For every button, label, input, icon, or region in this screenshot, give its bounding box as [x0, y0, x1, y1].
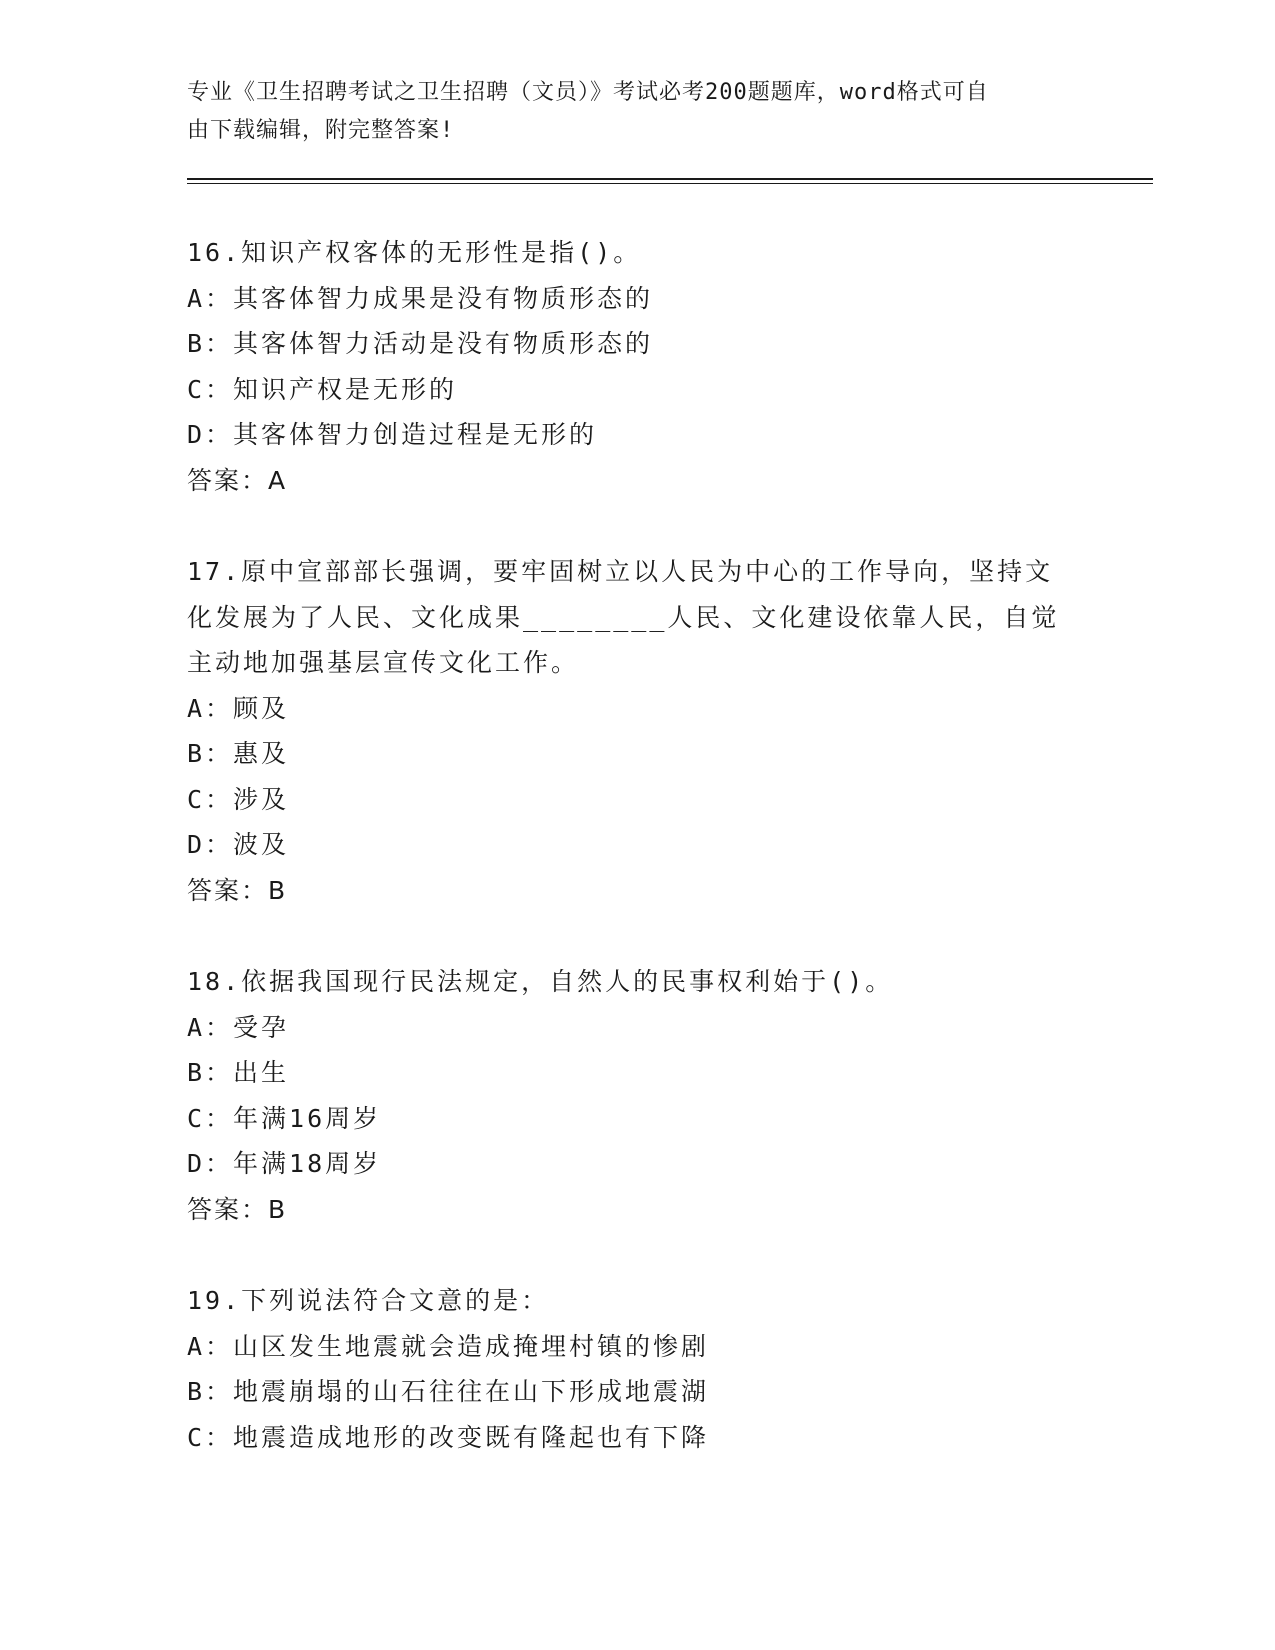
answer-option: B：出生	[187, 1058, 290, 1087]
answer-option: C：知识产权是无形的	[187, 374, 458, 404]
answer-key: 答案：B	[187, 1194, 288, 1224]
header-rule-thick	[187, 178, 1153, 180]
answer-option: B：其客体智力活动是没有物质形态的	[187, 329, 654, 358]
question-stem-line: 18.依据我国现行民法规定，自然人的民事权利始于()。	[187, 967, 894, 996]
question-block	[187, 959, 1087, 1232]
answer-option: D：其客体智力创造过程是无形的	[187, 420, 598, 449]
question-stem-line: 化发展为了人民、文化成果________人民、文化建设依靠人民，自觉	[187, 602, 1060, 632]
answer-option: D：波及	[187, 830, 290, 859]
header-rule-thin	[187, 183, 1153, 184]
answer-key: 答案：B	[187, 875, 288, 905]
answer-option: A：其客体智力成果是没有物质形态的	[187, 283, 654, 313]
answer-option: C：涉及	[187, 784, 290, 814]
question-stem-line: 19.下列说法符合文意的是：	[187, 1286, 550, 1315]
answer-option: A：受孕	[187, 1012, 290, 1042]
answer-option: A：山区发生地震就会造成掩埋村镇的惨剧	[187, 1331, 710, 1361]
header-line-2: 由下载编辑，附完整答案!	[187, 118, 455, 143]
answer-option: C：地震造成地形的改变既有隆起也有下降	[187, 1422, 710, 1452]
question-block	[187, 549, 1087, 913]
answer-option: B：惠及	[187, 739, 290, 768]
question-block	[187, 1278, 1087, 1460]
question-block	[187, 230, 1087, 503]
answer-option: D：年满18周岁	[187, 1149, 382, 1178]
document-header	[187, 74, 1067, 150]
answer-option: C：年满16周岁	[187, 1103, 382, 1133]
question-stem-line: 主动地加强基层宣传文化工作。	[187, 648, 580, 677]
header-line-1: 专业《卫生招聘考试之卫生招聘（文员）》考试必考200题题库，word格式可自	[187, 80, 989, 105]
answer-option: B：地震崩塌的山石往往在山下形成地震湖	[187, 1377, 710, 1406]
question-stem-line: 17.原中宣部部长强调，要牢固树立以人民为中心的工作导向，坚持文	[187, 557, 1054, 586]
answer-option: A：顾及	[187, 693, 290, 723]
question-list	[187, 230, 1087, 1506]
question-stem-line: 16.知识产权客体的无形性是指()。	[187, 238, 642, 267]
answer-key: 答案：A	[187, 465, 288, 495]
